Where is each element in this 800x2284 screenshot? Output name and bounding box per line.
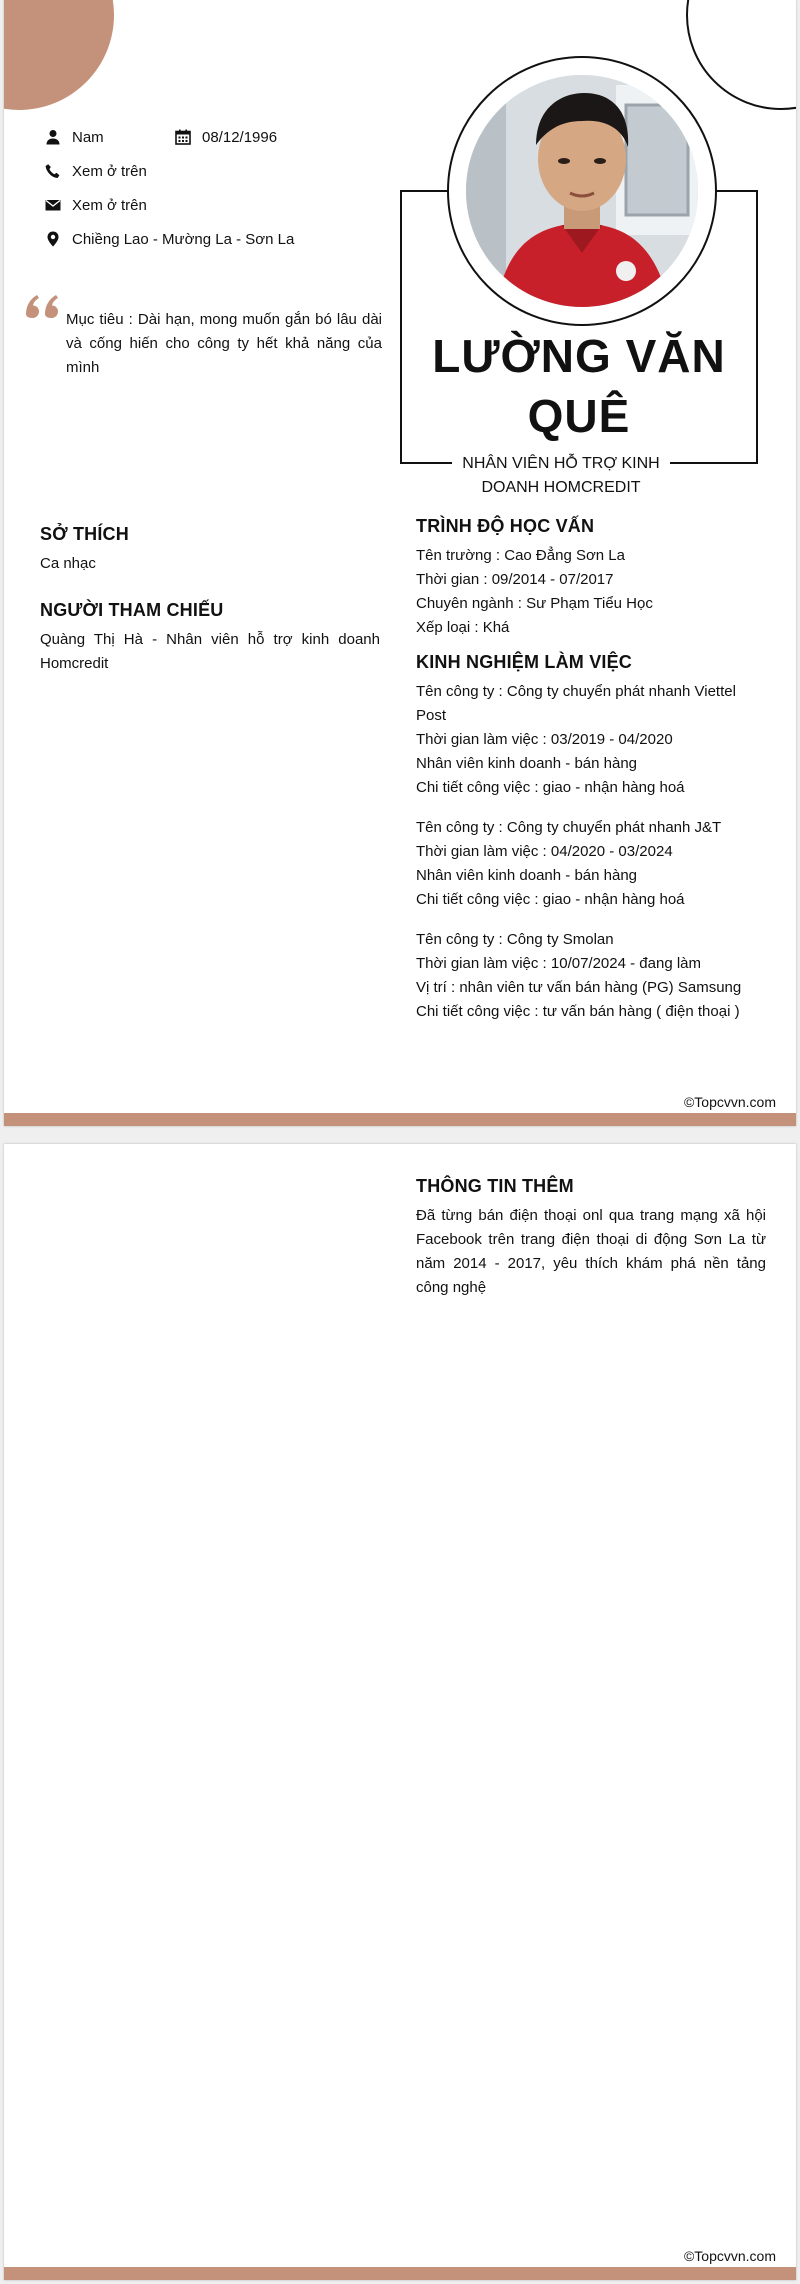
experience-role: Vị trí : nhân viên tư vấn bán hàng (PG) Samsung [416, 979, 742, 996]
email-row [44, 196, 147, 214]
gender-row [44, 128, 104, 146]
experience-detail: Chi tiết công việc : giao - nhận hàng hoá [416, 779, 685, 796]
extra-info-heading: THÔNG TIN THÊM [416, 1176, 574, 1196]
extra-info-text: Đã từng bán điện thoại onl qua trang mạng xã hội Facebook trên trang điện thoại di động Sơn La từ năm 2014 - 2017, yêu thích khám phá nền tảng công nghệ [416, 1207, 766, 1296]
page-bottom-bar [4, 2267, 796, 2280]
experience-detail: Chi tiết công việc : tư vấn bán hàng ( điện thoại ) [416, 1003, 740, 1020]
person-icon [44, 128, 62, 146]
career-objective: Mục tiêu : Dài hạn, mong muốn gắn bó lâu dài và cống hiến cho công ty hết khả năng của mình [66, 311, 382, 376]
cv-page-1 [4, 0, 796, 1126]
experience-period: Thời gian làm việc : 03/2019 - 04/2020 [416, 731, 673, 748]
page-bottom-bar [4, 1113, 796, 1126]
birthday-value: 08/12/1996 [202, 128, 278, 146]
candidate-name [408, 326, 750, 446]
experience-company: Tên công ty : Công ty Smolan [416, 931, 614, 948]
email-value: Xem ở trên [72, 196, 147, 214]
experience-role: Nhân viên kinh doanh - bán hàng [416, 867, 638, 884]
envelope-icon [44, 196, 62, 214]
hobbies-heading: SỞ THÍCH [40, 524, 129, 544]
references-heading: NGƯỜI THAM CHIẾU [40, 600, 224, 620]
experience-detail: Chi tiết công việc : giao - nhận hàng hoá [416, 891, 685, 908]
experience-list [416, 680, 766, 1024]
address-value: Chiềng Lao - Mường La - Sơn La [72, 230, 295, 248]
experience-period: Thời gian làm việc : 10/07/2024 - đang làm [416, 955, 701, 972]
education-school: Tên trường : Cao Đẳng Sơn La [416, 547, 625, 564]
phone-icon [44, 162, 62, 180]
location-pin-icon [44, 230, 62, 248]
quote-icon [24, 292, 62, 322]
cv-page-2 [4, 1144, 796, 2280]
experience-role: Nhân viên kinh doanh - bán hàng [416, 755, 638, 772]
candidate-name-line2: QUÊ [527, 390, 631, 442]
candidate-name-line1: LƯỜNG VĂN [432, 330, 726, 382]
decorative-circle-top-left [4, 0, 114, 110]
references-text: Quàng Thị Hà - Nhân viên hỗ trợ kinh doanh Homcredit [40, 631, 380, 672]
watermark: ©Topcvvn.com [683, 2248, 776, 2264]
candidate-job-title: NHÂN VIÊN HỖ TRỢ KINH DOANH HOMCREDIT [452, 452, 670, 500]
education-grade: Xếp loại : Khá [416, 619, 510, 636]
experience-company: Tên công ty : Công ty chuyển phát nhanh Viettel Post [416, 683, 736, 724]
decorative-circle-top-right [686, 0, 796, 110]
education-details [416, 544, 766, 640]
experience-period: Thời gian làm việc : 04/2020 - 03/2024 [416, 843, 673, 860]
address-row [44, 230, 294, 248]
education-major: Chuyên ngành : Sư Phạm Tiểu Học [416, 595, 653, 612]
phone-value: Xem ở trên [72, 162, 147, 180]
avatar [466, 75, 698, 307]
education-period: Thời gian : 09/2014 - 07/2017 [416, 571, 614, 588]
birthday-row [174, 128, 277, 146]
hobbies-text: Ca nhạc [40, 555, 96, 572]
gender-value: Nam [72, 128, 104, 146]
experience-company: Tên công ty : Công ty chuyển phát nhanh J&T [416, 819, 722, 836]
phone-row [44, 162, 147, 180]
experience-heading: KINH NGHIỆM LÀM VIỆC [416, 652, 633, 672]
education-heading: TRÌNH ĐỘ HỌC VẤN [416, 516, 595, 536]
calendar-icon [174, 128, 192, 146]
watermark: ©Topcvvn.com [683, 1094, 776, 1110]
